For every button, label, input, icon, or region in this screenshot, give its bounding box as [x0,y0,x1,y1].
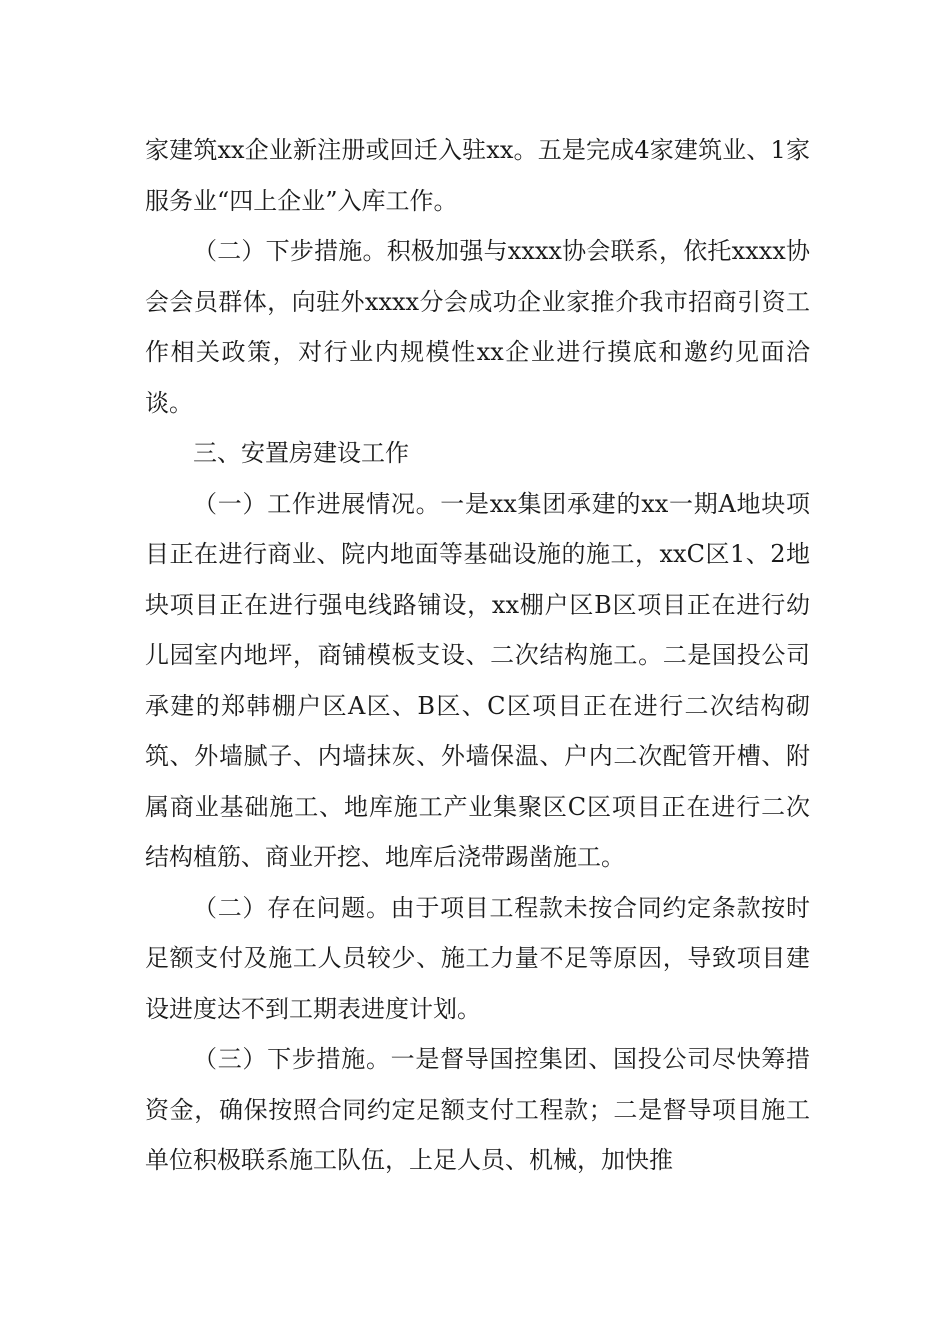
paragraph-continuation: 家建筑xx企业新注册或回迁入驻xx。五是完成4家建筑业、1家服务业“四上企业”入库工作。 [145,136,810,215]
document-body [145,125,810,1186]
paragraph-next-steps-investment: （二）下步措施。积极加强与xxxx协会联系，依托xxxx协会会员群体，向驻外xxxx分会成功企业家推介我市招商引资工作相关政策，对行业内规模性xx企业进行摸底和邀约见面洽谈。 [145,237,810,417]
paragraph-next-steps-construction: （三）下步措施。一是督导国控集团、国投公司尽快筹措资金，确保按照合同约定足额支付工程款；二是督导项目施工单位积极联系施工队伍，上足人员、机械，加快推 [145,1045,810,1174]
paragraph-existing-problems: （二）存在问题。由于项目工程款未按合同约定条款按时足额支付及施工人员较少、施工力量不足等原因，导致项目建设进度达不到工期表进度计划。 [145,893,810,1023]
paragraph-progress-status: （一）工作进展情况。一是xx集团承建的xx一期A地块项目正在进行商业、院内地面等基础设施的施工，xxC区1、2地块项目正在进行强电线路铺设，xx棚户区B区项目正在进行幼儿园室内地坪，商铺模板支设、二次结构施工。二是国投公司承建的郑韩棚户区A区、B区、C区项目正在进行二次结构砌筑、外墙腻子、内墙抹灰、外墙保温、户内二次配管开槽、附属商业基础施工、地库施工产业集聚区C区项目正在进行二次结构植筋、商业开挖、地库后浇带踢凿施工。 [145,489,810,871]
section-heading-resettlement-housing: 三、安置房建设工作 [193,439,409,467]
